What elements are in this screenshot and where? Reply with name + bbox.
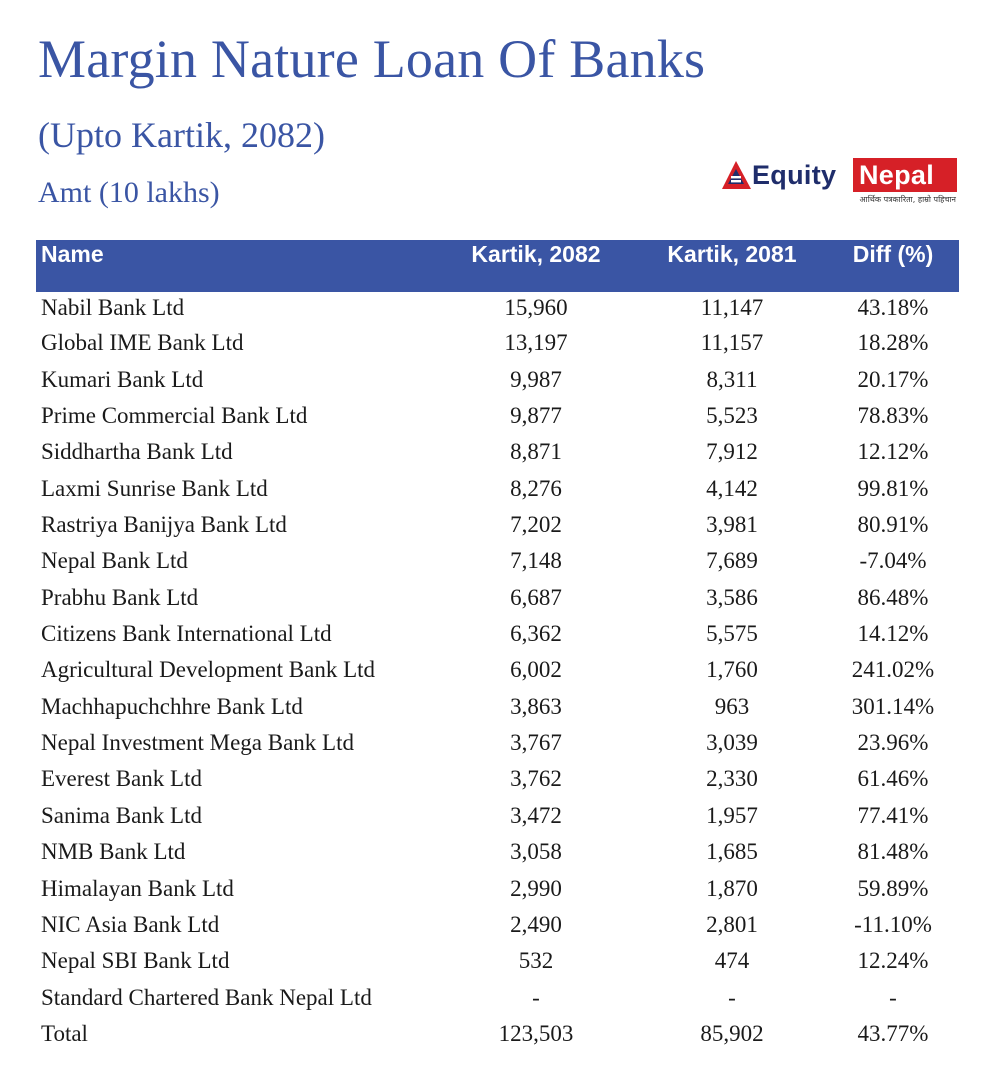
diff-percent: -7.04% <box>859 548 927 574</box>
value-2082: 7,202 <box>510 512 562 538</box>
table-row <box>36 728 959 764</box>
diff-percent: 18.28% <box>857 330 929 356</box>
bank-name: Prime Commercial Bank Ltd <box>41 403 308 429</box>
diff-percent: 12.24% <box>857 948 929 974</box>
value-2081: 2,330 <box>706 766 758 792</box>
value-2081: 7,689 <box>706 548 758 574</box>
bank-name: NIC Asia Bank Ltd <box>41 911 220 937</box>
value-2082: 3,762 <box>510 766 562 792</box>
table-row <box>36 583 959 619</box>
table-row <box>36 619 959 655</box>
bank-name: Laxmi Sunrise Bank Ltd <box>41 475 268 501</box>
total-2082: 123,503 <box>498 1020 574 1046</box>
bank-name: Rastriya Banijya Bank Ltd <box>41 512 287 538</box>
table-row <box>36 983 959 1019</box>
table-row <box>36 510 959 546</box>
table-row <box>36 837 959 873</box>
value-2081: 11,147 <box>700 295 764 320</box>
value-2082: 6,002 <box>510 657 562 683</box>
value-2082: 2,490 <box>510 911 562 937</box>
value-2082: 9,987 <box>510 366 562 392</box>
value-2081: 2,801 <box>706 911 758 937</box>
table-row <box>36 764 959 800</box>
bank-name: Machhapuchchhre Bank Ltd <box>41 693 303 719</box>
value-2082: 15,960 <box>504 295 568 320</box>
bank-name: NMB Bank Ltd <box>41 839 186 865</box>
value-2081: 8,311 <box>706 366 758 392</box>
diff-percent: 78.83% <box>857 403 929 429</box>
table-row <box>36 801 959 837</box>
bank-name: Citizens Bank International Ltd <box>41 621 332 647</box>
value-2081: 1,870 <box>706 875 758 901</box>
table-row <box>36 910 959 946</box>
diff-percent: 80.91% <box>857 512 929 538</box>
table-row <box>36 946 959 982</box>
value-2082: 3,863 <box>510 693 562 719</box>
diff-percent: 77.41% <box>857 802 929 828</box>
total-label: Total <box>41 1020 88 1046</box>
diff-percent: 61.46% <box>857 766 929 792</box>
column-header-kartik-2082: Kartik, 2082 <box>471 241 601 267</box>
value-2081: 963 <box>714 693 750 719</box>
value-2081: 3,586 <box>706 584 758 610</box>
table-row <box>36 365 959 401</box>
table-row <box>36 328 959 364</box>
bank-name: Siddhartha Bank Ltd <box>41 439 233 465</box>
bank-name: Nabil Bank Ltd <box>41 295 185 320</box>
bank-name: Global IME Bank Ltd <box>41 330 244 356</box>
value-2081: 1,760 <box>706 657 758 683</box>
value-2082: 7,148 <box>510 548 562 574</box>
value-2081: 4,142 <box>706 475 758 501</box>
loan-table <box>36 240 959 1055</box>
diff-percent: 20.17% <box>857 366 929 392</box>
total-2081: 85,902 <box>700 1020 764 1046</box>
value-2081: 3,981 <box>706 512 758 538</box>
diff-percent: 43.18% <box>857 295 929 320</box>
diff-percent: 99.81% <box>857 475 929 501</box>
value-2082: 13,197 <box>504 330 568 356</box>
diff-percent: 81.48% <box>857 839 929 865</box>
value-2081: 5,523 <box>706 403 758 429</box>
table-header <box>36 240 959 292</box>
value-2081: 1,685 <box>706 839 758 865</box>
value-2082: 6,687 <box>510 584 562 610</box>
equity-nepal-logo <box>722 158 958 210</box>
value-2082: 532 <box>518 948 554 974</box>
logo-mark-icon <box>722 160 752 190</box>
bank-name: Nepal SBI Bank Ltd <box>41 948 230 974</box>
diff-percent: 301.14% <box>851 693 935 719</box>
logo-tagline: आर्थिक पत्रकारिता, हाम्रो पहिचान <box>859 195 956 204</box>
table-row <box>36 474 959 510</box>
value-2081: 474 <box>714 948 750 974</box>
value-2082: 8,871 <box>510 439 562 465</box>
diff-percent: 86.48% <box>857 584 929 610</box>
value-2081: - <box>728 984 736 1010</box>
page-subtitle: (Upto Kartik, 2082) <box>38 115 325 155</box>
table-row <box>36 292 959 328</box>
diff-percent: - <box>889 984 897 1010</box>
table-row <box>36 546 959 582</box>
table-body <box>36 292 959 1055</box>
table-total-row <box>36 1019 959 1055</box>
bank-name: Nepal Bank Ltd <box>41 548 188 574</box>
table-row <box>36 874 959 910</box>
value-2082: 3,058 <box>510 839 562 865</box>
value-2082: 2,990 <box>510 875 562 901</box>
diff-percent: 12.12% <box>857 439 929 465</box>
column-header-name: Name <box>41 241 104 267</box>
column-header-kartik-2081: Kartik, 2081 <box>667 241 797 267</box>
table-row <box>36 655 959 691</box>
diff-percent: -11.10% <box>854 911 932 937</box>
value-2082: 3,767 <box>510 730 562 756</box>
bank-name: Everest Bank Ltd <box>41 766 202 792</box>
value-2081: 3,039 <box>706 730 758 756</box>
value-2081: 5,575 <box>706 621 758 647</box>
logo-nepal-text: Nepal <box>859 160 935 190</box>
diff-percent: 59.89% <box>857 875 929 901</box>
unit-label: Amt (10 lakhs) <box>38 176 220 209</box>
bank-name: Kumari Bank Ltd <box>41 366 204 392</box>
value-2081: 7,912 <box>706 439 758 465</box>
bank-name: Nepal Investment Mega Bank Ltd <box>41 730 354 756</box>
table-row <box>36 692 959 728</box>
bank-name: Prabhu Bank Ltd <box>41 584 199 610</box>
value-2081: 11,157 <box>700 330 764 356</box>
total-diff-percent: 43.77% <box>857 1020 929 1046</box>
diff-percent: 23.96% <box>857 730 929 756</box>
bank-name: Standard Chartered Bank Nepal Ltd <box>41 984 372 1010</box>
logo-equity-text: Equity <box>752 160 837 190</box>
value-2082: 6,362 <box>510 621 562 647</box>
bank-name: Himalayan Bank Ltd <box>41 875 234 901</box>
page-title: Margin Nature Loan Of Banks <box>38 29 706 89</box>
table-row <box>36 437 959 473</box>
value-2081: 1,957 <box>706 802 758 828</box>
diff-percent: 14.12% <box>857 621 929 647</box>
value-2082: 8,276 <box>510 475 562 501</box>
column-header-diff: Diff (%) <box>852 241 934 267</box>
table-row <box>36 401 959 437</box>
diff-percent: 241.02% <box>851 657 935 683</box>
bank-name: Sanima Bank Ltd <box>41 802 202 828</box>
bank-name: Agricultural Development Bank Ltd <box>41 657 376 683</box>
value-2082: 9,877 <box>510 403 562 429</box>
value-2082: 3,472 <box>510 802 562 828</box>
value-2082: - <box>532 984 540 1010</box>
